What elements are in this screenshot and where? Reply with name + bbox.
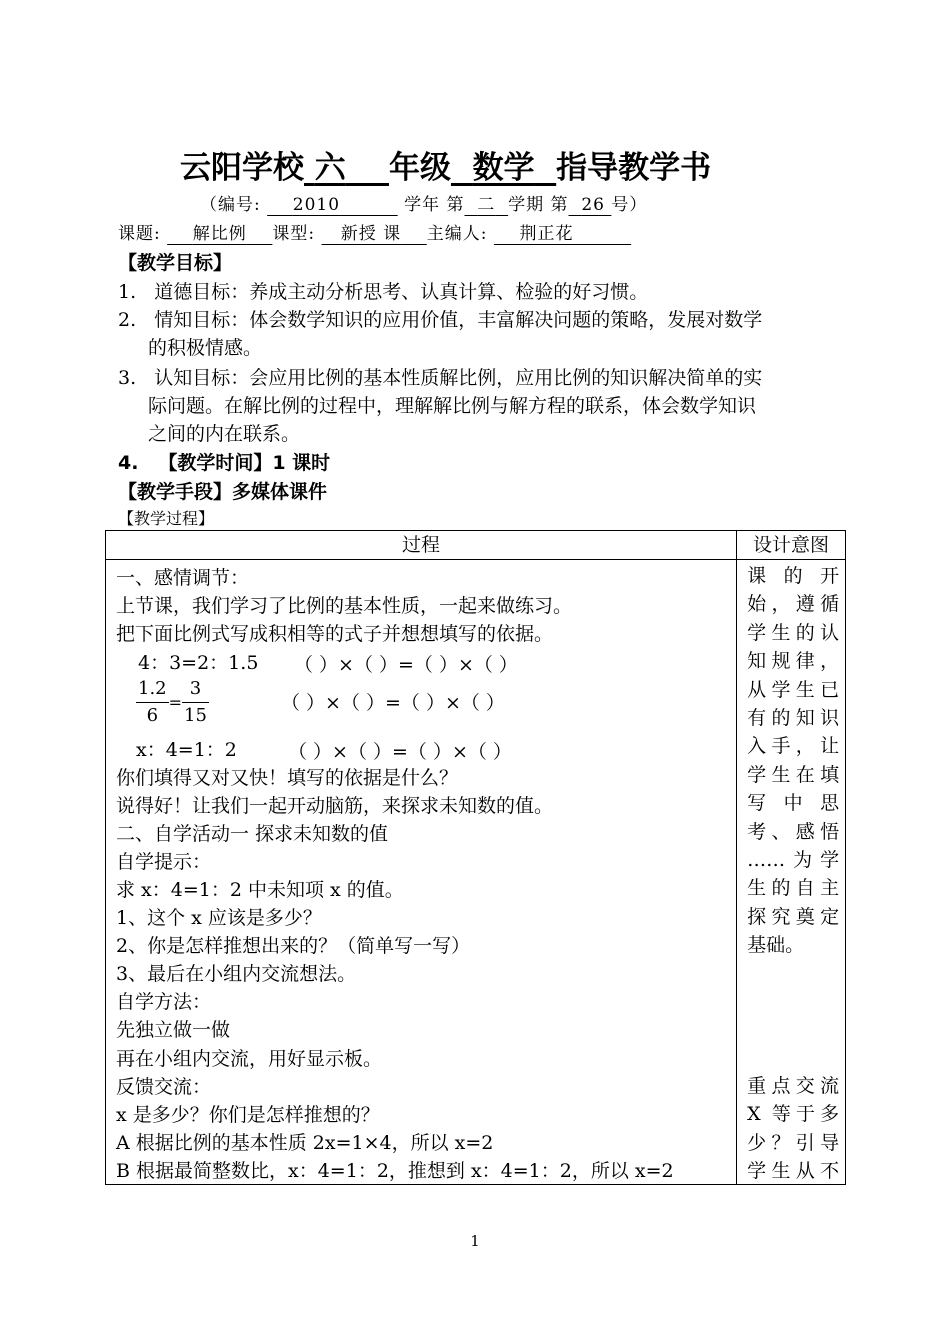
- goal-item-1: 1. 道德目标：养成主动分析思考、认真计算、检验的好习惯。: [118, 281, 649, 303]
- col-header-intent: 设计意图: [737, 531, 846, 560]
- goal-item-2-cont: 的积极情感。: [148, 337, 263, 359]
- process-cell: [106, 560, 737, 1185]
- number-end: 号）: [611, 195, 648, 215]
- title-school: 云阳学校: [180, 150, 304, 186]
- fraction-left: $\frac{1.2}{6}$: [138, 678, 167, 726]
- title-grade: 六: [314, 150, 346, 186]
- teaching-time: 4. 【教学时间】1 课时: [118, 452, 331, 474]
- title-grade-word: 年级: [388, 150, 451, 186]
- topic-value: 解比例: [192, 224, 247, 244]
- process-line: 把下面比例式写成积相等的式子并想想填写的依据。: [116, 623, 554, 645]
- exercise-2-blank: （ ）×（ ）=（ ）×（ ）: [281, 692, 505, 714]
- process-line: 2、你是怎样推想出来的？（简单写一写）: [116, 935, 471, 957]
- process-line: 二、自学活动一 探求未知数的值: [116, 823, 389, 845]
- document-title: [180, 142, 711, 187]
- number-label: （编号:: [200, 195, 261, 215]
- term-value: 二: [477, 195, 496, 215]
- process-table: [105, 530, 846, 1185]
- type-value: 新授 课: [340, 224, 402, 244]
- editor-label: 主编人:: [426, 224, 488, 244]
- table-header-row: [106, 531, 846, 560]
- process-line: 一、感情调节：: [116, 567, 250, 589]
- process-line: B 根据最简整数比，x：4=1：2，推想到 x：4=1：2，所以 x=2: [116, 1160, 674, 1182]
- process-line: 说得好！让我们一起开动脑筋，来探求未知数的值。: [116, 795, 554, 817]
- exercise-3-blank: （ ）×（ ）=（ ）×（ ）: [288, 741, 512, 763]
- process-line: 你们填得又对又快！填写的依据是什么？: [116, 767, 459, 789]
- process-line: x 是多少？你们是怎样推想的？: [116, 1104, 380, 1126]
- year-value: 2010: [292, 195, 341, 215]
- process-line: 反馈交流：: [116, 1076, 212, 1098]
- fraction-right: $\frac{3}{15}$: [184, 678, 207, 726]
- intent-text-2: 重点交流 X 等于多 少？引导 学生从不: [747, 1075, 840, 1183]
- process-line: 3、最后在小组内交流想法。: [116, 963, 357, 985]
- col-header-process: 过程: [106, 531, 737, 560]
- process-line: 求 x：4=1：2 中未知项 x 的值。: [116, 879, 404, 901]
- process-line: 先独立做一做: [116, 1019, 231, 1041]
- type-label: 课型:: [272, 224, 316, 244]
- exercise-2: $\frac{1.2}{6}$ = $\frac{3}{15}$: [136, 676, 209, 729]
- process-line: 1、这个 x 应该是多少？: [116, 907, 322, 929]
- goal-item-3: 3. 认知目标：会应用比例的基本性质解比例，应用比例的知识解决简单的实: [118, 367, 763, 389]
- exercise-3: x：4=1：2: [136, 739, 237, 761]
- goal-item-2: 2. 情知目标：体会数学知识的应用价值，丰富解决问题的策略，发展对数学: [118, 309, 763, 331]
- title-subject: 数学: [472, 150, 535, 186]
- goal-item-3-cont2: 之间的内在联系。: [148, 423, 301, 445]
- year-word: 学年 第: [404, 195, 465, 215]
- number-value: 26: [581, 195, 605, 215]
- exercise-1: 4：3=2：1.5: [138, 652, 259, 674]
- table-body-row: [106, 560, 846, 1185]
- intent-cell: [737, 560, 846, 1185]
- intent-text-1: 课 的 开 始，遵循 学生的认 知规律， 从学生已 有的知识 入手，让 学生在填 写 中 思 考、感悟 ……为学 生的自主 探究奠定 基础。: [747, 565, 840, 957]
- process-line: 自学提示：: [116, 851, 212, 873]
- goals-heading: 【教学目标】: [118, 252, 233, 274]
- term-word: 学期 第: [508, 195, 569, 215]
- process-line: 上节课，我们学习了比例的基本性质，一起来做练习。: [116, 595, 573, 617]
- topic-label: 课题:: [118, 224, 161, 244]
- teaching-means: 【教学手段】多媒体课件: [118, 481, 328, 503]
- info-line: [200, 190, 647, 215]
- page-number: 1: [470, 1232, 480, 1250]
- process-line: A 根据比例的基本性质 2x=1×4，所以 x=2: [116, 1132, 494, 1154]
- editor-value: 荆正花: [519, 224, 574, 244]
- exercise-1-blank: （ ）×（ ）=（ ）×（ ）: [294, 654, 518, 676]
- process-line: 再在小组内交流，用好显示板。: [116, 1048, 383, 1070]
- title-book: 指导教学书: [556, 150, 712, 186]
- meta-line: [118, 219, 631, 244]
- teaching-process-heading: 【教学过程】: [118, 509, 215, 528]
- process-line: 自学方法：: [116, 991, 212, 1013]
- goal-item-3-cont1: 际问题。在解比例的过程中，理解解比例与解方程的联系，体会数学知识: [148, 395, 757, 417]
